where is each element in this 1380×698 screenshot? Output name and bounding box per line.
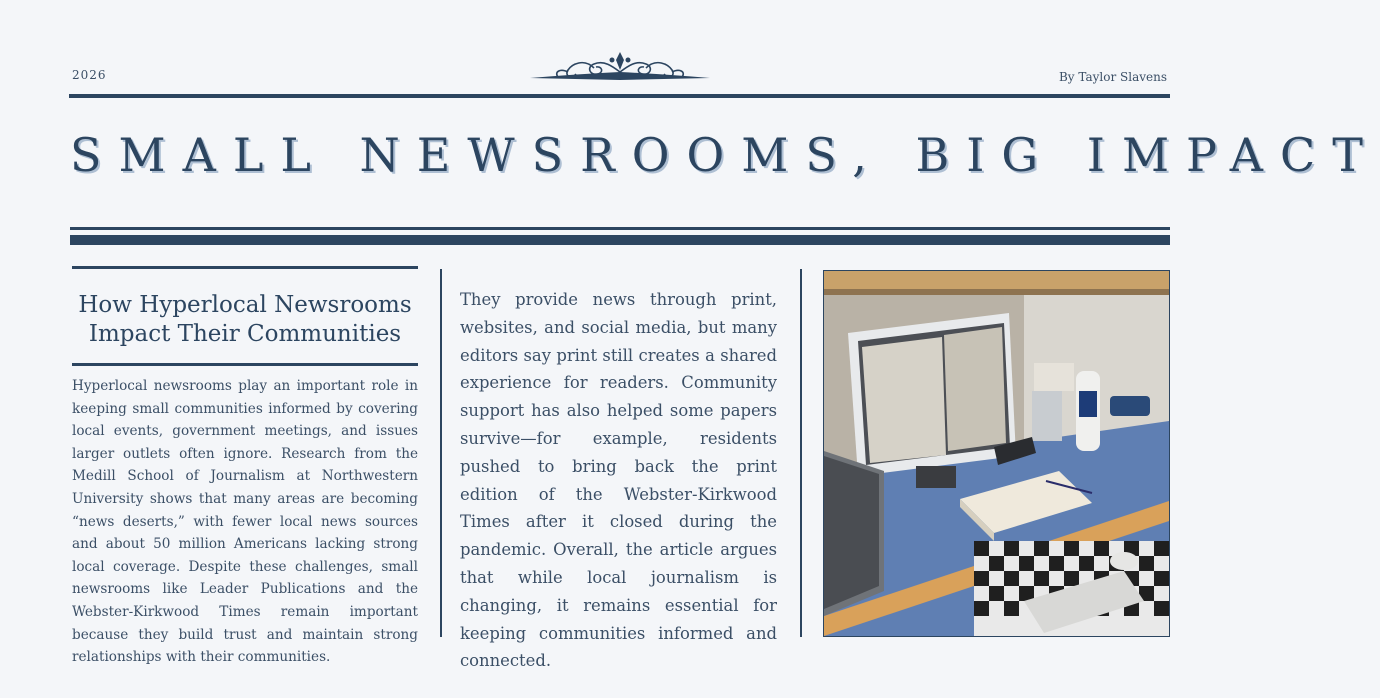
article-body-column-1: Hyperlocal newsrooms play an important role in keeping small communities informed by covering local events, government meetings, and issues larger outlets often ignore. Research from the Medill School of Journalism at Northwestern University shows that many areas are becoming “news deserts,” with fewer local news sources and about 50 million Americans lacking strong local coverage. Despite these challenges, small newsrooms like Leader Publications and the Webster-Kirkwood Times remain important because they build trust and maintain strong relationships with their communities. [72, 378, 418, 666]
byline: By Taylor Slavens [1058, 70, 1167, 84]
article-column-1 [72, 266, 418, 669]
headline: SMALL NEWSROOMS, BIG IMPACT [70, 128, 1380, 182]
article-body-column-2: They provide news through print, websites, and social media, but many editors say print still creates a shared experience for readers. Community support has also helped some papers survive—for example, residents pushed to bring back the print edition of the Webster-Kirkwood Times after it closed during the pandemic. Overall, the article argues that while local journalism is changing, it remains essential for keeping communities informed and connected. [460, 290, 777, 671]
subhead-rule-bottom [72, 363, 418, 366]
article-subhead: How Hyperlocal Newsrooms Impact Their Communities [78, 292, 412, 347]
column-divider-2 [800, 269, 802, 637]
decorative-flourish-icon [528, 50, 712, 84]
column-divider-1 [440, 269, 442, 637]
subhead-rule-top [72, 266, 418, 269]
headline-rule-thin [70, 227, 1170, 230]
headline-rule-thick [70, 235, 1170, 245]
year-label: 2026 [72, 68, 107, 82]
top-rule [69, 94, 1170, 98]
newsroom-desk-photo [823, 270, 1170, 637]
